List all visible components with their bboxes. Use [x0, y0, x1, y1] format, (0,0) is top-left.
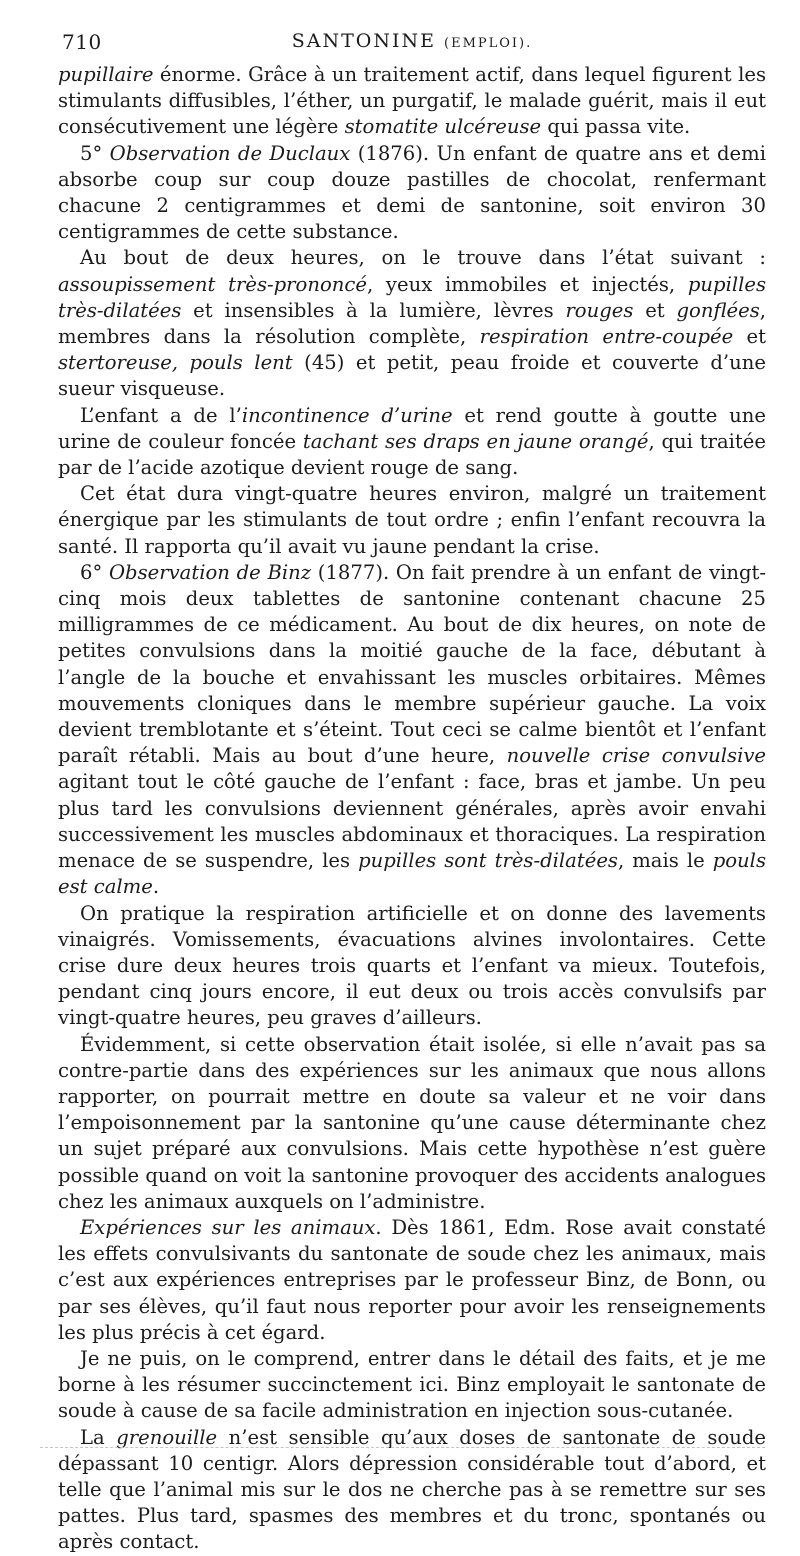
paragraph-animal-experiments: [58, 1215, 766, 1346]
paragraph-method: [58, 1346, 766, 1425]
paragraph-recovery: [58, 481, 766, 560]
text: , qui traitée par de l’acide azotique devient rouge de sang.: [58, 429, 766, 480]
text: et insensibles à la lumière, lèvres: [181, 298, 566, 322]
text: Évidemment, si cette observation était isolée, si elle n’avait pas sa contre-partie dans des expériences sur les animaux que nous allons rapporter, on pourrait mettre en doute sa valeur et ne voir dans l’empoisonnement par la santonine qu’une cause déterminante chez un sujet préparé aux convulsions. Mais cette hypothèse n’est guère possible quand on voit la santonine provoquer des accidents analogues chez les animaux auxquels on l’administre.: [58, 1032, 767, 1213]
emphasis: incontinence d’urine: [241, 403, 453, 427]
paragraph-frog: [58, 1425, 766, 1556]
emphasis: pupilles sont très-dilatées: [358, 849, 618, 873]
text: qui passa vite.: [541, 115, 691, 139]
page-body: [58, 62, 766, 1556]
text: et: [633, 298, 677, 322]
text: On pratique la respiration artificielle et on donne des lavements vinaigrés. Vomissements, évacuations alvines involontaires. Cette crise dure deux heures trois quarts et l’enfant va mieux. Toutefois, pendant cinq jours encore, il eut deux ou trois accès convulsifs par vingt-quatre heures, peu graves d’ailleurs.: [58, 901, 766, 1030]
text: (1877). On fait prendre à un enfant de vingt-cinq mois deux tablettes de santonine contenant chacune 25 milligrammes de ce médicament. Au bout de dix heures, on note de petites convulsions dans la moitié gauche de la face, débutant à l’angle de la bouche et envahissant les muscles orbitaires. Mêmes mouvements cloniques dans le membre supérieur gauche. La voix devient tremblotante et s’éteint. Tout ceci se calme bientôt et l’enfant paraît rétabli. Mais au bout d’une heure,: [58, 560, 766, 768]
text: agitant tout le côté gauche de l’enfant : face, bras et jambe. Un peu plus tard les convulsions deviennent générales, après avoir envahi successivement les muscles abdominaux et thoraciques. La respiration menace de se suspendre, les: [58, 770, 766, 873]
emphasis: assoupissement très-prononcé: [58, 272, 367, 296]
emphasis: rouges: [565, 298, 634, 322]
emphasis: pupilles très-dilatées: [58, 272, 767, 322]
text: . Dès 1861, Edm. Rose avait constaté les effets convulsivants du santonate de soude chez les animaux, mais c’est aux expériences entreprises par le professeur Binz, de Bonn, ou par ses élèves, qu’il faut nous reporter pour avoir les renseignements les plus précis à cet égard.: [58, 1215, 766, 1344]
emphasis: respiration entre-coupée: [479, 325, 734, 349]
text: n’est sensible qu’aux doses de santonate de soude dépassant 10 centigr. Alors dépression considérable tout d’abord, et telle que l’animal mis sur le dos ne cherche pas à se remettre sur ses pattes. Plus tard, spasmes des membres et du tronc, spontanés ou après contact.: [58, 1425, 766, 1554]
emphasis: stomatite ulcéreuse: [344, 115, 542, 139]
text: (1876). Un enfant de quatre ans et demi absorbe coup sur coup douze pastilles de chocolat, renfermant chacune 2 centigrammes et demi de santonine, soit environ 30 centigrammes de cette substance.: [58, 141, 766, 244]
text: et rend goutte à goutte une urine de couleur foncée: [58, 403, 766, 453]
paragraph-observation-duclaux: [58, 141, 766, 246]
paragraph-discussion: [58, 1032, 766, 1215]
emphasis: pouls est calme: [58, 849, 766, 899]
paragraph-continuation: [58, 62, 766, 141]
section-heading: Expériences sur les animaux: [80, 1215, 376, 1239]
text: Au bout de deux heures, on le trouve dans l’état suivant :: [80, 246, 766, 270]
text: énorme. Grâce à un traitement actif, dans lequel figurent les stimulants diffusibles, l’éther, un purgatif, le malade guérit, mais il eut consécutivement une légère: [58, 63, 766, 139]
text: (45) et petit, peau froide et couverte d’une sueur visqueuse.: [58, 351, 766, 401]
paragraph-observation-binz: [58, 560, 766, 901]
running-header: [62, 30, 762, 64]
page-number: 710: [62, 30, 102, 54]
text: , yeux immobiles et injectés,: [366, 272, 688, 296]
observation-number: 6°: [80, 560, 109, 584]
text: La: [80, 1425, 117, 1449]
paragraph-urine: [58, 403, 766, 482]
running-title-sub: (EMPLOI).: [444, 36, 533, 51]
bleed-through-rule: [40, 1447, 765, 1448]
text: , mais le: [617, 849, 713, 873]
emphasis: tachant ses draps en jaune orangé: [302, 429, 649, 453]
emphasis: gonflées: [676, 298, 760, 322]
text: .: [152, 875, 160, 899]
emphasis: nouvelle crise convulsive: [506, 744, 766, 768]
text: et: [733, 325, 767, 349]
emphasis: stertoreuse, pouls lent: [58, 351, 293, 375]
text: Cet état dura vingt-quatre heures environ, malgré un traitement énergique par les stimulants de tout ordre ; enfin l’enfant recouvra la santé. Il rapporta qu’il avait vu jaune pendant la crise.: [58, 482, 766, 558]
observation-number: 5°: [80, 141, 110, 165]
running-title: [62, 30, 762, 52]
paragraph-treatment: [58, 901, 766, 1032]
paragraph-symptoms: [58, 245, 766, 402]
text: L’enfant a de l’: [80, 403, 242, 427]
observation-heading: Observation de Duclaux: [109, 141, 351, 165]
emphasis: pupillaire: [58, 63, 154, 86]
observation-heading: Observation de Binz: [108, 560, 312, 584]
text: Je ne puis, on le comprend, entrer dans le détail des faits, et je me borne à les résumer succinctement ici. Binz employait le santonate de soude à cause de sa facile administration en injection sous-cutanée.: [58, 1346, 766, 1423]
emphasis: grenouille: [116, 1425, 218, 1449]
text: , membres dans la résolution complète,: [58, 298, 766, 349]
running-title-main: SANTONINE: [291, 30, 436, 52]
